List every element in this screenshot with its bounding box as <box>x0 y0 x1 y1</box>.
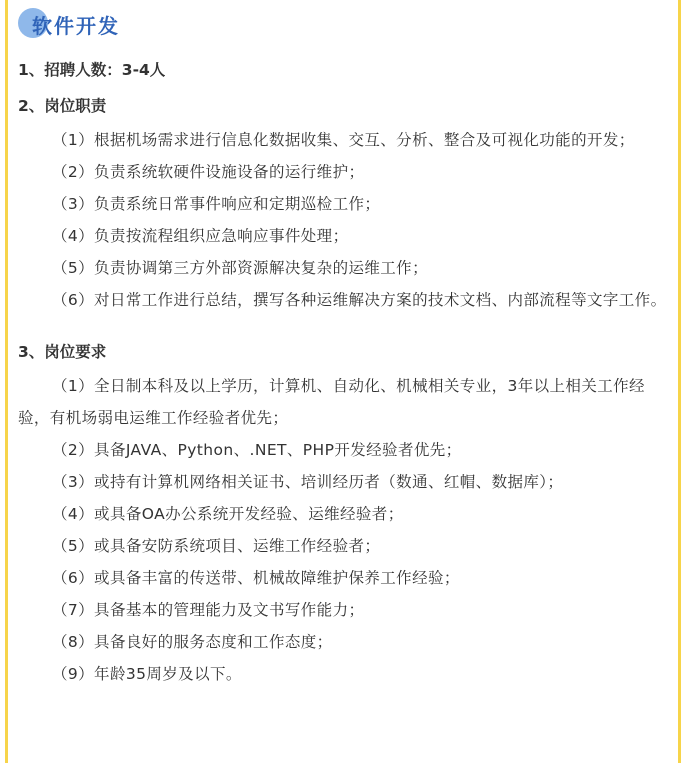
requirement-item: （9）年龄35周岁及以下。 <box>52 665 242 683</box>
responsibilities-heading: 2、岗位职责 <box>18 97 107 115</box>
content-area <box>18 0 670 690</box>
requirements-heading: 3、岗位要求 <box>18 343 107 361</box>
section-spacer <box>18 316 670 334</box>
requirement-item: （6）或具备丰富的传送带、机械故障维护保养工作经验； <box>52 569 460 587</box>
requirement-item: （4）或具备OA办公系统开发经验、运维经验者； <box>52 505 404 523</box>
requirement-item: （2）具备JAVA、Python、.NET、PHP开发经验者优先； <box>52 441 462 459</box>
responsibility-item: （5）负责协调第三方外部资源解决复杂的运维工作； <box>52 259 428 277</box>
section-title <box>18 0 670 52</box>
responsibility-item: （1）根据机场需求进行信息化数据收集、交互、分析、整合及可视化功能的开发； <box>52 131 635 149</box>
responsibility-item: （2）负责系统软硬件设施设备的运行维护； <box>52 163 365 181</box>
requirement-item: （7）具备基本的管理能力及文书写作能力； <box>52 601 365 619</box>
page-title: 软件开发 <box>32 14 120 38</box>
responsibility-item: （3）负责系统日常事件响应和定期巡检工作； <box>52 195 381 213</box>
left-border-rail <box>5 0 8 763</box>
right-border-rail <box>678 0 681 763</box>
responsibility-item: （4）负责按流程组织应急响应事件处理； <box>52 227 349 245</box>
requirement-item: （1）全日制本科及以上学历，计算机、自动化、机械相关专业，3年以上相关工作经验，有机场弱电运维工作经验者优先； <box>18 377 645 427</box>
requirement-item: （3）或持有计算机网络相关证书、培训经历者（数通、红帽、数据库）； <box>52 473 564 491</box>
responsibility-item: （6）对日常工作进行总结，撰写各种运维解决方案的技术文档、内部流程等文字工作。 <box>52 291 667 309</box>
requirement-item: （8）具备良好的服务态度和工作态度； <box>52 633 333 651</box>
requirement-item: （5）或具备安防系统项目、运维工作经验者； <box>52 537 381 555</box>
headcount-heading: 1、招聘人数：3-4人 <box>18 61 166 79</box>
